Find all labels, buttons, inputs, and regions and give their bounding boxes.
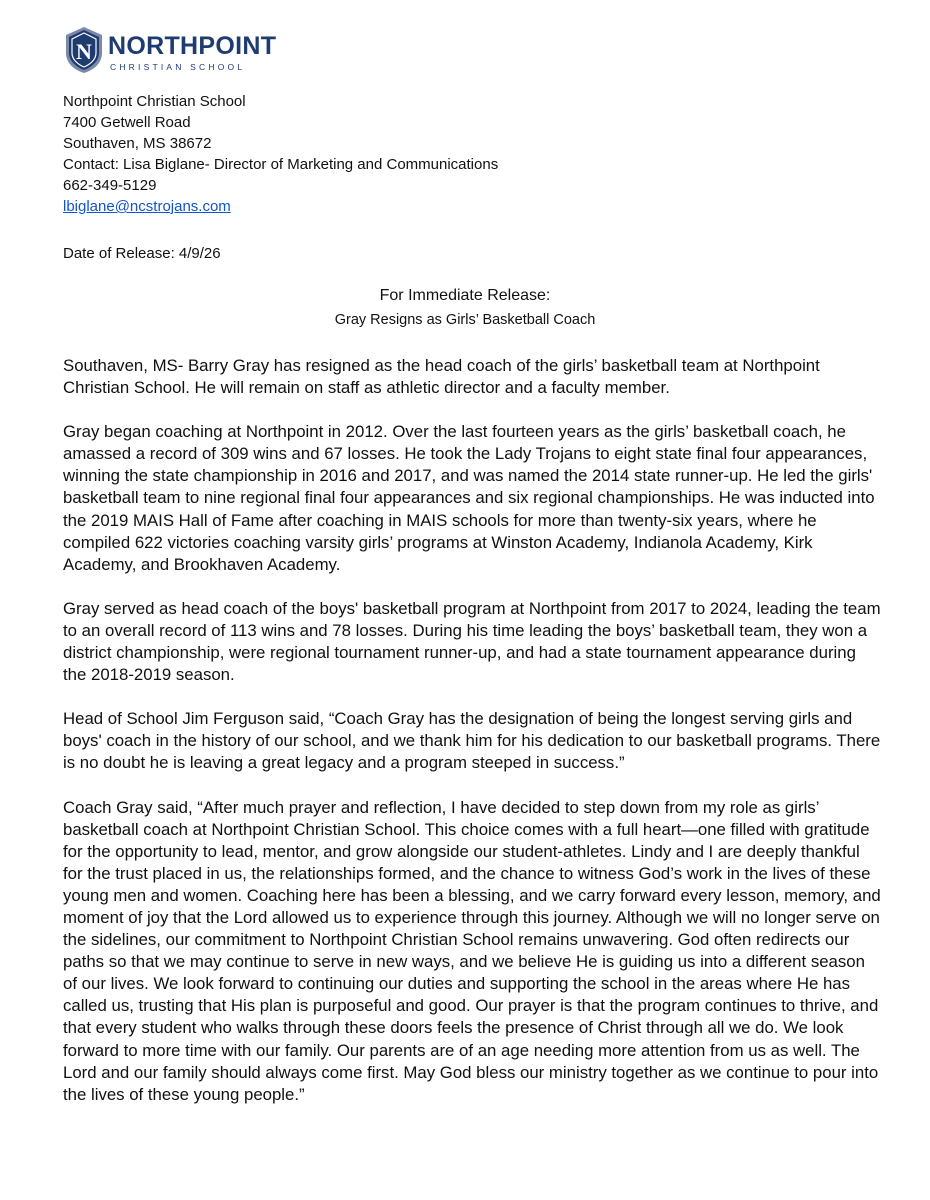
city-state-zip: Southaven, MS 38672: [63, 135, 212, 152]
phone-number: 662-349-5129: [63, 177, 157, 194]
paragraph-resignation: Southaven, MS- Barry Gray has resigned as the head coach of the girls’ basketball team at Northpoint Christian School. He will remain on staff as athletic director and a faculty member.: [63, 356, 820, 398]
email-link[interactable]: lbiglane@ncstrojans.com: [63, 198, 231, 215]
paragraph-boys-record: Gray served as head coach of the boys' basketball program at Northpoint from 2017 to 2024, leading the team to an overall record of 113 wins and 78 losses. During his time leading the boys’ basketball team, they won a district championship, were regional tournament runner-up, and had a state tournament appearance during the 2018-2019 season.: [63, 598, 881, 685]
street-address: 7400 Getwell Road: [63, 114, 191, 131]
release-heading: For Immediate Release:: [379, 287, 551, 304]
contact-person: Contact: Lisa Biglane- Director of Marketing and Communications: [63, 156, 499, 173]
release-title: Gray Resigns as Girls’ Basketball Coach: [334, 312, 596, 328]
paragraph-girls-record: Gray began coaching at Northpoint in 2012. Over the last fourteen years as the girls’ basketball coach, he amassed a record of 309 wins and 67 losses. He took the Lady Trojans to eight state final four appearances, winning the state championship in 2016 and 2017, and was named the 2014 state runner-up. He led the girls' basketball team to nine regional final four appearances and six regional championships. He was inducted into the 2019 MAIS Hall of Fame after coaching in MAIS schools for more than twenty-six years, where he compiled 622 victories coaching varsity girls’ programs at Winston Academy, Indianola Academy, Kirk Academy, and Brookhaven Academy.: [63, 422, 875, 574]
shield-logo-icon: [64, 26, 104, 74]
contact-block: [63, 91, 498, 217]
paragraph-gray-quote: Coach Gray said, “After much prayer and reflection, I have decided to step down from my role as girls’ basketball coach at Northpoint Christian School. This choice comes with a full heart—one filled with gratitude for the opportunity to lead, mentor, and grow alongside our student-athletes. Lindy and I are deeply thankful for the trust placed in us, the relationships formed, and the chance to witness God’s work in the lives of these young men and women. Coaching here has been a blessing, and we carry forward every lesson, memory, and moment of joy that the Lord allowed us to experience through this journey. Although we will no longer serve on the sidelines, our commitment to Northpoint Christian School remains unwavering. God often redirects our paths so that we may continue to serve in new ways, and we believe He is guiding us into a different season of our lives. We look forward to continuing our duties and supporting the school in the areas where He has called us, trusting that His plan is purposeful and good. Our prayer is that the program continues to thrive, and that every student who walks through these doors feels the presence of Christ through all we do. We look forward to more time with our family. Our parents are of an age needing more attention from us as well. The Lord and our family should always come first. May God bless our ministry together as we continue to pour into the lives of these young people.”: [63, 797, 881, 1104]
logo-letter: N: [76, 39, 92, 64]
school-logo: [64, 26, 304, 76]
press-release-body: [63, 355, 883, 1128]
logo-subtitle: CHRISTIAN SCHOOL: [110, 62, 246, 72]
school-name: Northpoint Christian School: [63, 93, 246, 110]
logo-name: NORTHPOINT: [108, 32, 277, 60]
release-date: Date of Release: 4/9/26: [63, 245, 221, 262]
paragraph-ferguson-quote: Head of School Jim Ferguson said, “Coach Gray has the designation of being the longest serving girls and boys' coach in the history of our school, and we thank him for his dedication to our basketball programs. There is no doubt he is leaving a great legacy and a program steeped in success.”: [63, 709, 881, 773]
